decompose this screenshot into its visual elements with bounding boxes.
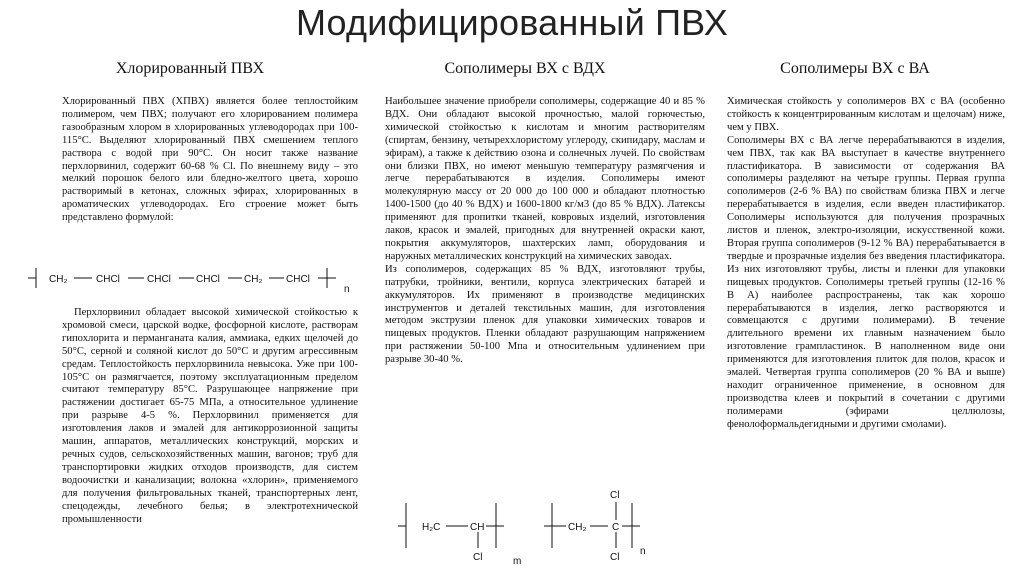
paragraph: Химическая стойкость у сополимеров ВХ с ВА (особенно стойкость к концентрированным кислотам и щелочам) ниже, чем у ПВХ. — [727, 96, 1005, 133]
formula-subscript: m — [513, 556, 522, 567]
paragraph: Перхлорвинил обладает высокой химической стойкостью к хромовой смеси, царской водке, фосфорной кислоте, растворам гипохлорита и перманганата калия, аммиака, едких щелочей до 50°С, серной и соляной кислот до 50°С и другим агрессивным средам. Теплостойкость перхлорвинила невысока. Уже при 100-105°С он размягчается, поэтому эксплуатационным пределом считают температуру 85°С. Разрушающее напряжение при растяжении достигает 65-75 МПа, а относительное удлинение при разрыве 4-5 %. Перхлорвинил применяется для изготовления лаков и эмалей для антикоррозионной защиты машин, аппаратов, металлических конструкций, морских и речных судов, сельскохозяйственных машин, вагонов; труб для транспортировки жидких отходов производств, для систем водоочистки и канализации; волокна «хлорин», применяемого для получения фильтровальных тканей, транспортерных лент, спецодежды, лечебного белья; в электротехнической промышленности — [62, 307, 358, 525]
formula-vc-vdc — [396, 488, 706, 568]
paragraph: Из сополимеров, содержащих 85 % ВДХ, изготовляют трубы, патрубки, тройники, вентили, корпуса электрических батарей и аккумуляторов. Их применяют в производстве медицинских инструментов и деталей текстильных машин, для изготовления методом экструзии пленок для упаковки химических товаров и пищевых продуктов. Пленки обладают разрушающим напряжением при растяжении 50-100 Мпа и относительным удлинением при разрыве 30-40 %. — [385, 263, 705, 366]
column-text-vc-vdc — [385, 96, 705, 367]
formula-perchlorovinyl — [14, 262, 364, 294]
column-text-chlorinated-pvc-cont — [62, 307, 358, 526]
formula-group: CHCl — [286, 274, 310, 285]
formula-substituent: Cl — [610, 490, 620, 501]
column-heading-vc-va: Сополимеры ВХ с ВА — [780, 60, 930, 77]
formula-group: C — [612, 522, 620, 533]
formula-subscript: n — [344, 284, 350, 294]
formula-group: CH — [470, 522, 485, 533]
formula-group: CHCl — [96, 274, 120, 285]
formula-group: CH₂ — [244, 274, 263, 285]
paragraph: Хлорированный ПВХ (ХПВХ) является более теплостойким полимером, чем ПВХ; получают его хлорированием полимера газообразным хлором в хлорированных углеводородах при 100-115°С. Выделяют хлорированный ПВХ смешением теплого раствора с водой при 90°С. Он носит также название перхлорвинил, содержит 60-68 % Cl. По внешнему виду – это мелкий порошок белого или бледно-желтого цвета, хорошо растворимый в кетонах, сложных эфирах, хлорированных в ароматических углеводородах. Его строение может быть представлено формулой: — [62, 96, 358, 224]
paragraph: Наибольшее значение приобрели сополимеры, содержащие 40 и 85 % ВДХ. Они обладают высокой прочностью, малой горючестью, химической стойкостью к кислотам и многим растворителям (спиртам, бензину, четыреххлористому углероду, скипидару, маслам и эфирам), а также к действию озона и солнечных лучей. По свойствам они близки ПВХ, но имеют меньшую температуру размягчения и легче перерабатываются в изделия. Сополимеры имеют молекулярную массу от 20 000 до 100 000 и обладают плотностью 1400-1500 (до 40 % ВДХ) и 1600-1800 кг/м3 (до 85 % ВДХ). Латексы применяют для пропитки тканей, ковровых изделий, изготовления лаков, красок и эмалей, пригодных для внутренней окраски кают, покрытия аккумуляторов, шахтерских ламп, оборудования и наружных металлических конструкций на химических заводах. — [385, 96, 705, 262]
formula-group: CH₂ — [568, 522, 587, 533]
paragraph: Сополимеры ВХ с ВА легче перерабатываются в изделия, чем ПВХ, так как ВА выступает в качестве внутреннего пластификатора. В зависимости от содержания ВА сополимеры разделяют на четыре группы. Первая группа сополимеров (2-6 % ВА) по свойствам близка ПВХ и легче перерабатывается в изделия, если введен пластификатор. Сополимеры используются для получения прозрачных листов и пленок, электро-изоляции, искусственной кожи. Вторая группа сополимеров (9-12 % ВА) перерабатывается в твердые и прозрачные изделия без введения пластификатора. Из них изготовляют трубы, листы и пленки для упаковки пищевых продуктов. Сополимеры третьей группы (12-16 % В А) наиболее распространены, так как хорошо перерабатываются в изделия, легко растворяются и совмещаются с другими полимерами). В течение длительного времени их главным назначением было изготовление грампластинок. В наполненном виде они применяются для изготовления плиток для полов, красок и эмалей. Четвертая группа сополимеров (20 % ВА и выше) находит ограниченное применение, в основном для производства клеев и покрытий в сочетании с другими полимерами (эфирами целлюлозы, фенолоформальдегидными и другими смолами). — [727, 134, 1005, 430]
column-text-chlorinated-pvc — [62, 96, 358, 225]
formula-substituent: Cl — [610, 552, 620, 563]
formula-group: CHCl — [196, 274, 220, 285]
formula-group: CHCl — [147, 274, 171, 285]
column-heading-vc-vdc: Сополимеры ВХ с ВДХ — [444, 60, 606, 77]
column-heading-chlorinated-pvc: Хлорированный ПВХ — [115, 60, 265, 77]
formula-group: H₂C — [422, 522, 441, 533]
page-title: Модифицированный ПВХ — [295, 2, 729, 43]
formula-subscript: n — [640, 546, 646, 557]
column-text-vc-va — [727, 96, 1005, 432]
formula-substituent: Cl — [473, 552, 483, 563]
formula-group: CH₂ — [49, 274, 68, 285]
